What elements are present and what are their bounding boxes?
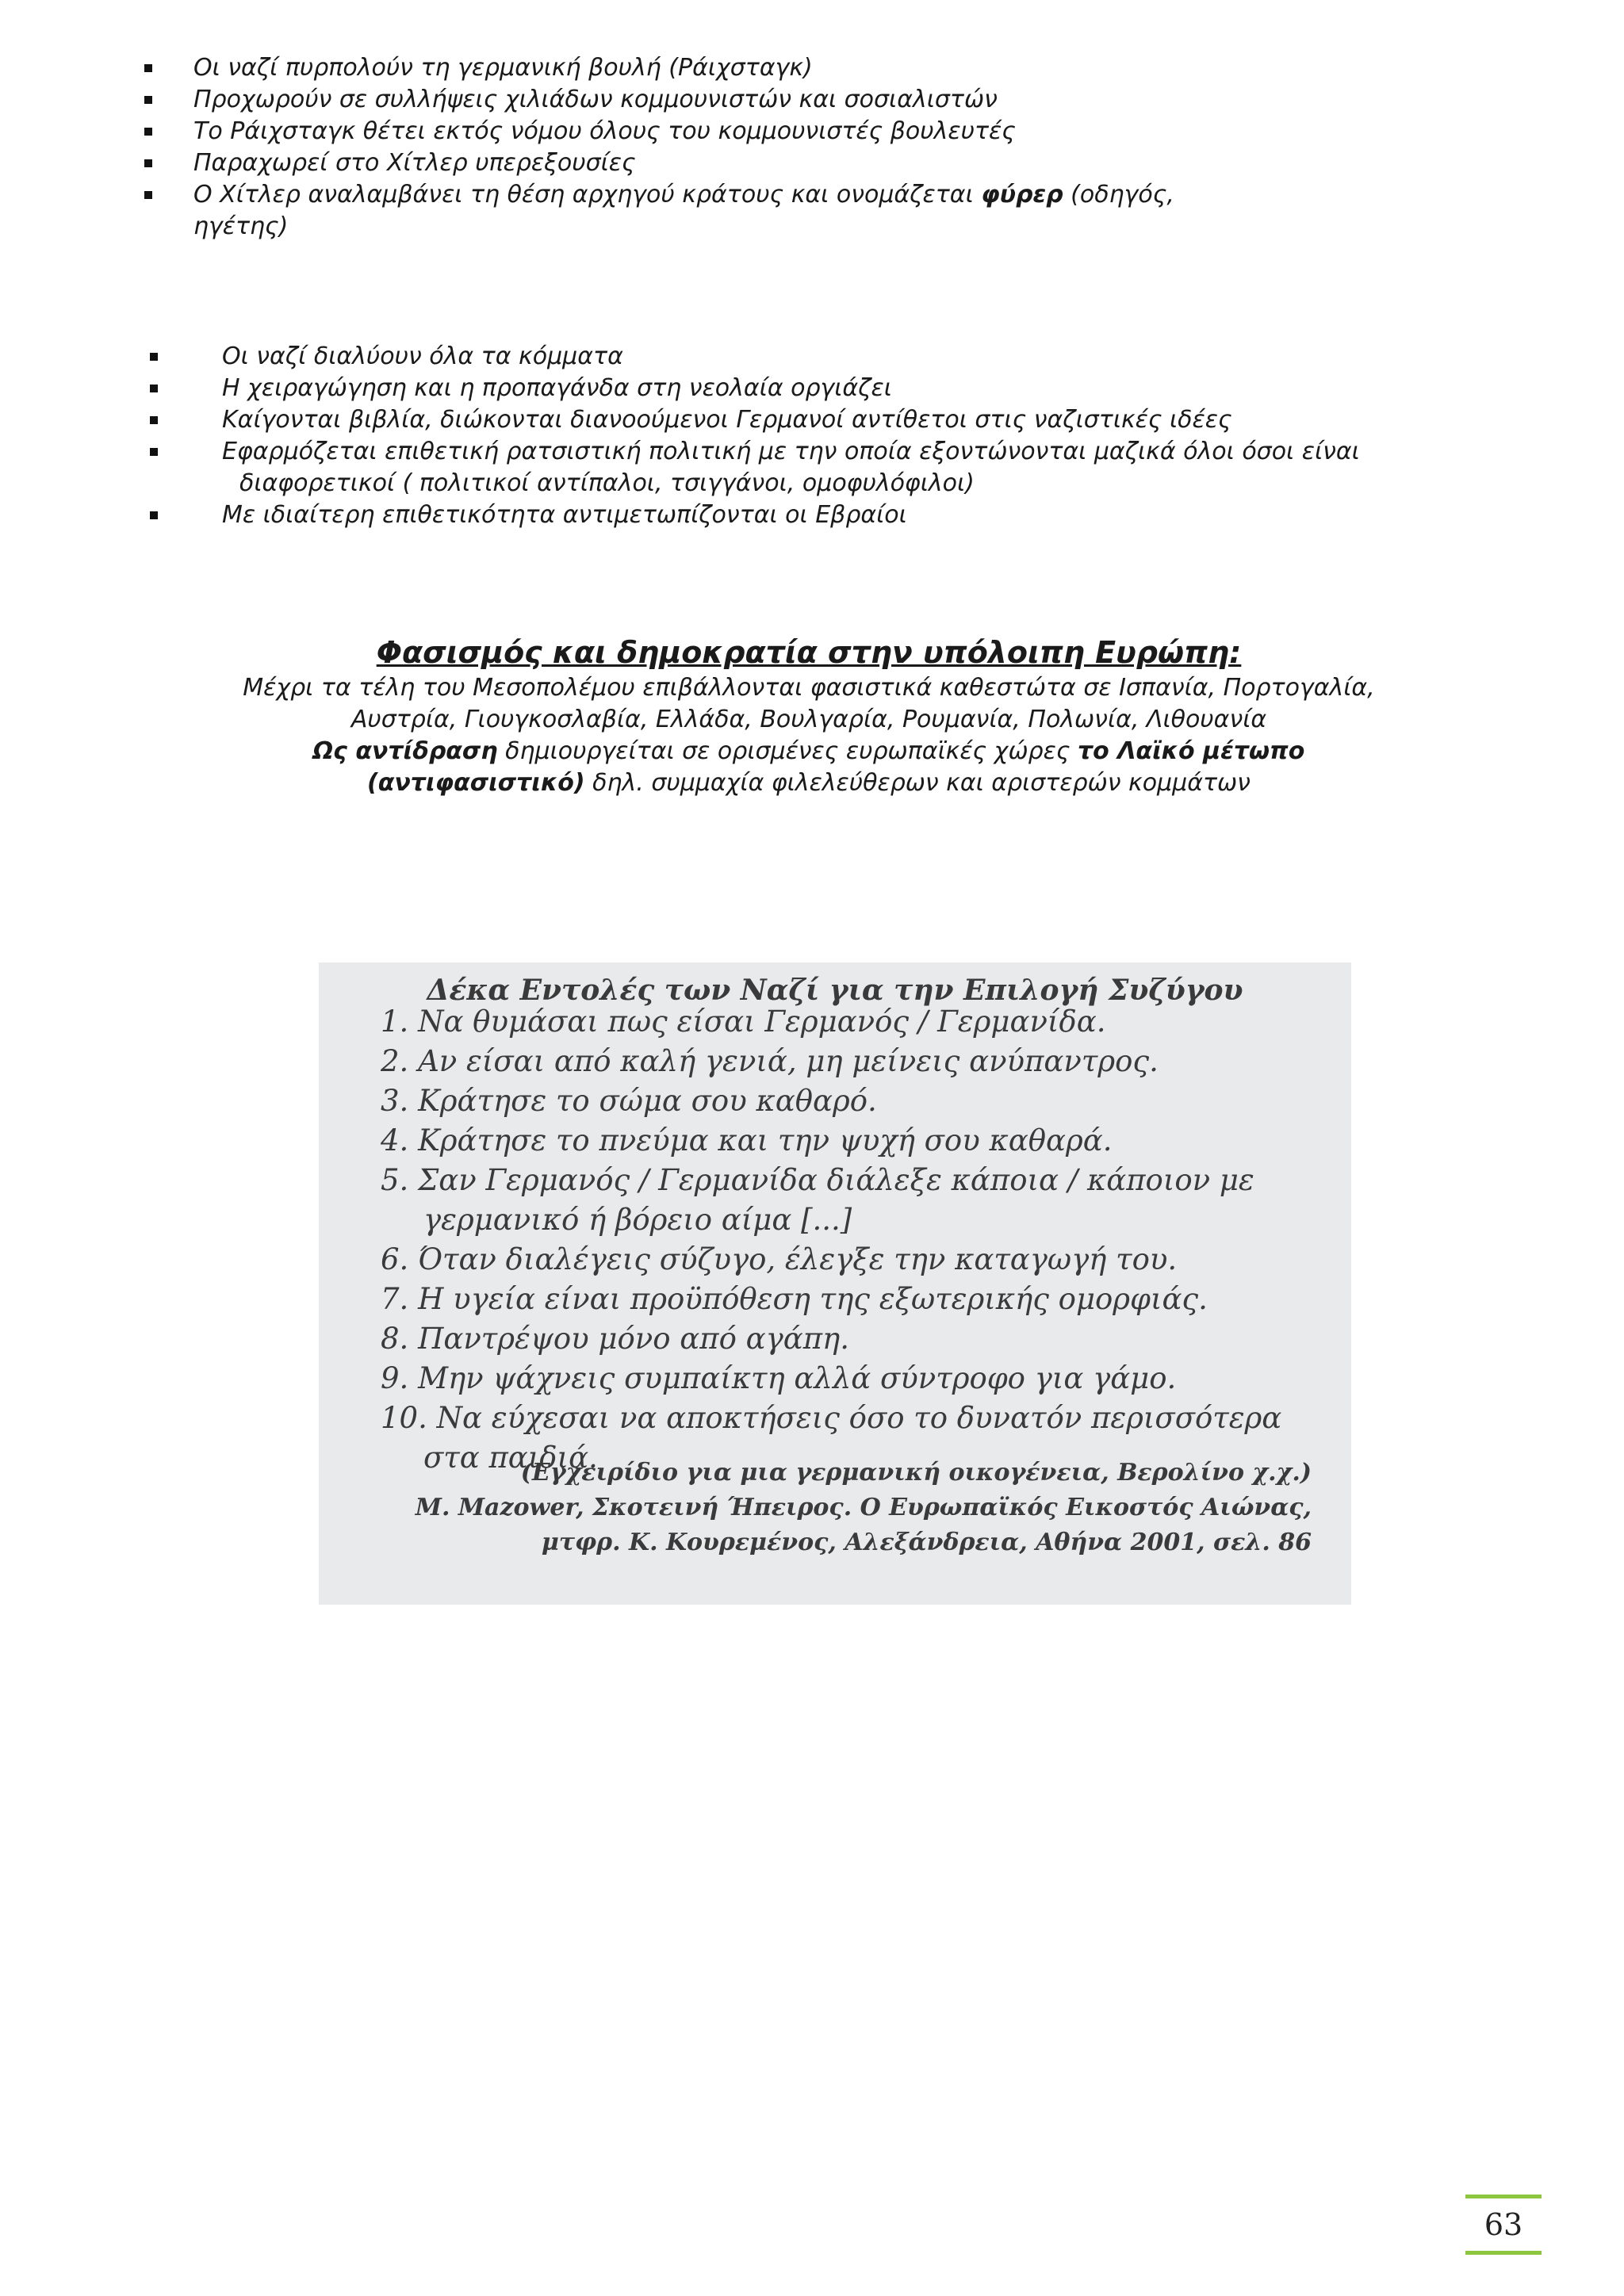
- list-item-continuation: [193, 211, 1272, 243]
- square-bullet-icon: [150, 385, 158, 392]
- section-text: δηλ. συμμαχία φιλελεύθερων και αριστερών κομμάτων: [584, 769, 1251, 797]
- list-item-text: Οι ναζί πυρπολούν τη γερμανική βουλή (Ράιχσταγκ): [193, 54, 813, 82]
- list-item-text: διαφορετικοί ( πολιτικοί αντίπαλοι, τσιγγάνοι, ομοφυλόφιλοι): [239, 469, 975, 497]
- section-line: Μέχρι τα τέλη του Μεσοπολέμου επιβάλλονται φασιστικά καθεστώτα σε Ισπανία, Πορτογαλία,: [243, 674, 1375, 702]
- list-item: [222, 436, 1411, 468]
- commandment-item: 3. Κράτησε το σώμα σου καθαρό.: [381, 1084, 877, 1118]
- commandment-item: 1. Να θυμάσαι πως είσαι Γερμανός / Γερμανίδα.: [381, 1004, 1106, 1039]
- quote-title: Δέκα Εντολές των Ναζί για την Επιλογή Συζύγου: [427, 974, 1243, 1007]
- list-item: [222, 341, 1411, 373]
- list-item-text: Με ιδιαίτερη επιθετικότητα αντιμετωπίζονται οι Εβραίοι: [222, 501, 907, 529]
- citation-line: M. Mazower, Σκοτεινή Ήπειρος. Ο Ευρωπαϊκός Εικοστός Αιώνας,: [415, 1494, 1312, 1521]
- square-bullet-icon: [144, 191, 152, 199]
- citation-line: (Εγχειρίδιο για μια γερμανική οικογένεια, Βερολίνο χ.χ.): [520, 1459, 1312, 1487]
- section-paragraph: [214, 672, 1404, 736]
- section-bold-term: το Λαϊκό μέτωπο: [1077, 737, 1305, 765]
- footer-bottom-rule: [1465, 2251, 1542, 2255]
- list-item: [193, 52, 1272, 84]
- section-line: Αυστρία, Γιουγκοσλαβία, Ελλάδα, Βουλγαρία, Ρουμανία, Πολωνία, Λιθουανία: [350, 706, 1267, 733]
- commandment-item: 7. Η υγεία είναι προϋπόθεση της εξωτερικής ομορφιάς.: [381, 1282, 1208, 1316]
- list-item: [193, 179, 1272, 211]
- page-number: 63: [1484, 2207, 1523, 2242]
- list-item: [222, 499, 1411, 531]
- square-bullet-icon: [150, 416, 158, 424]
- commandment-item: 5. Σαν Γερμανός / Γερμανίδα διάλεξε κάποια / κάποιον με γερμανικό ή βόρειο αίμα [...]: [381, 1163, 1254, 1237]
- commandment-item: 2. Αν είσαι από καλή γενιά, μη μείνεις ανύπαντρος.: [381, 1044, 1159, 1078]
- commandments-list: [381, 1002, 1340, 1478]
- square-bullet-icon: [144, 96, 152, 104]
- list-item-text: Το Ράιχσταγκ θέτει εκτός νόμου όλους του κομμουνιστές βουλευτές: [193, 117, 1016, 145]
- section-title: Φασισμός και δημοκρατία στην υπόλοιπη Ευρώπη:: [376, 635, 1242, 670]
- list-item: [222, 373, 1411, 404]
- section-bold-term: (αντιφασιστικό): [367, 769, 585, 797]
- list-item: [193, 116, 1272, 147]
- square-bullet-icon: [144, 64, 152, 72]
- list-item-text: Προχωρούν σε συλλήψεις χιλιάδων κομμουνιστών και σοσιαλιστών: [193, 86, 998, 113]
- list-item-text: ηγέτης): [193, 212, 289, 240]
- section-text: δημιουργείται σε ορισμένες ευρωπαϊκές χώρες: [497, 737, 1078, 765]
- commandment-item: 10. Να εύχεσαι να αποκτήσεις όσο το δυνατόν περισσότερα στα παιδιά.: [381, 1401, 1282, 1475]
- commandment-item: 9. Μην ψάχνεις συμπαίκτη αλλά σύντροφο για γάμο.: [381, 1361, 1177, 1395]
- square-bullet-icon: [150, 353, 158, 361]
- event-bullet-list: [193, 52, 1272, 243]
- quote-source-citation: [416, 1456, 1312, 1560]
- source-quote-box: [319, 962, 1351, 1605]
- list-item: [193, 84, 1272, 116]
- page-footer: [1465, 2195, 1542, 2255]
- square-bullet-icon: [144, 128, 152, 136]
- list-item: [193, 147, 1272, 179]
- list-item-continuation: [222, 468, 1411, 499]
- fascism-democracy-section: [214, 634, 1404, 799]
- commandment-item: 4. Κράτησε το πνεύμα και την ψυχή σου καθαρά.: [381, 1123, 1113, 1158]
- square-bullet-icon: [150, 448, 158, 456]
- list-item-bold-term: φύρερ: [981, 181, 1063, 209]
- section-bold-term: Ως αντίδραση: [312, 737, 498, 765]
- list-item-text: Παραχωρεί στο Χίτλερ υπερεξουσίες: [193, 149, 636, 177]
- list-item-text: Καίγονται βιβλία, διώκονται διανοούμενοι Γερμανοί αντίθετοι στις ναζιστικές ιδέες: [222, 406, 1232, 434]
- square-bullet-icon: [150, 511, 158, 519]
- list-item-text: Ο Χίτλερ αναλαμβάνει τη θέση αρχηγού κράτους και ονομάζεται: [193, 181, 982, 209]
- list-item-text: Οι ναζί διαλύουν όλα τα κόμματα: [222, 342, 623, 370]
- nazi-policies-bullet-list: [222, 341, 1411, 531]
- commandment-item: 6. Όταν διαλέγεις σύζυγο, έλεγξε την καταγωγή του.: [381, 1242, 1178, 1276]
- citation-line: μτφρ. Κ. Κουρεμένος, Αλεξάνδρεια, Αθήνα 2001, σελ. 86: [541, 1529, 1312, 1556]
- list-item-text: Εφαρμόζεται επιθετική ρατσιστική πολιτική με την οποία εξοντώνονται μαζικά όλοι όσοι είναι: [222, 438, 1360, 465]
- commandment-item: 8. Παντρέψου μόνο από αγάπη.: [381, 1322, 849, 1356]
- section-paragraph: [214, 736, 1404, 799]
- list-item-text: Η χειραγώγηση και η προπαγάνδα στη νεολαία οργιάζει: [222, 374, 892, 402]
- square-bullet-icon: [144, 159, 152, 167]
- list-item: [222, 404, 1411, 436]
- list-item-text: (οδηγός,: [1063, 181, 1174, 209]
